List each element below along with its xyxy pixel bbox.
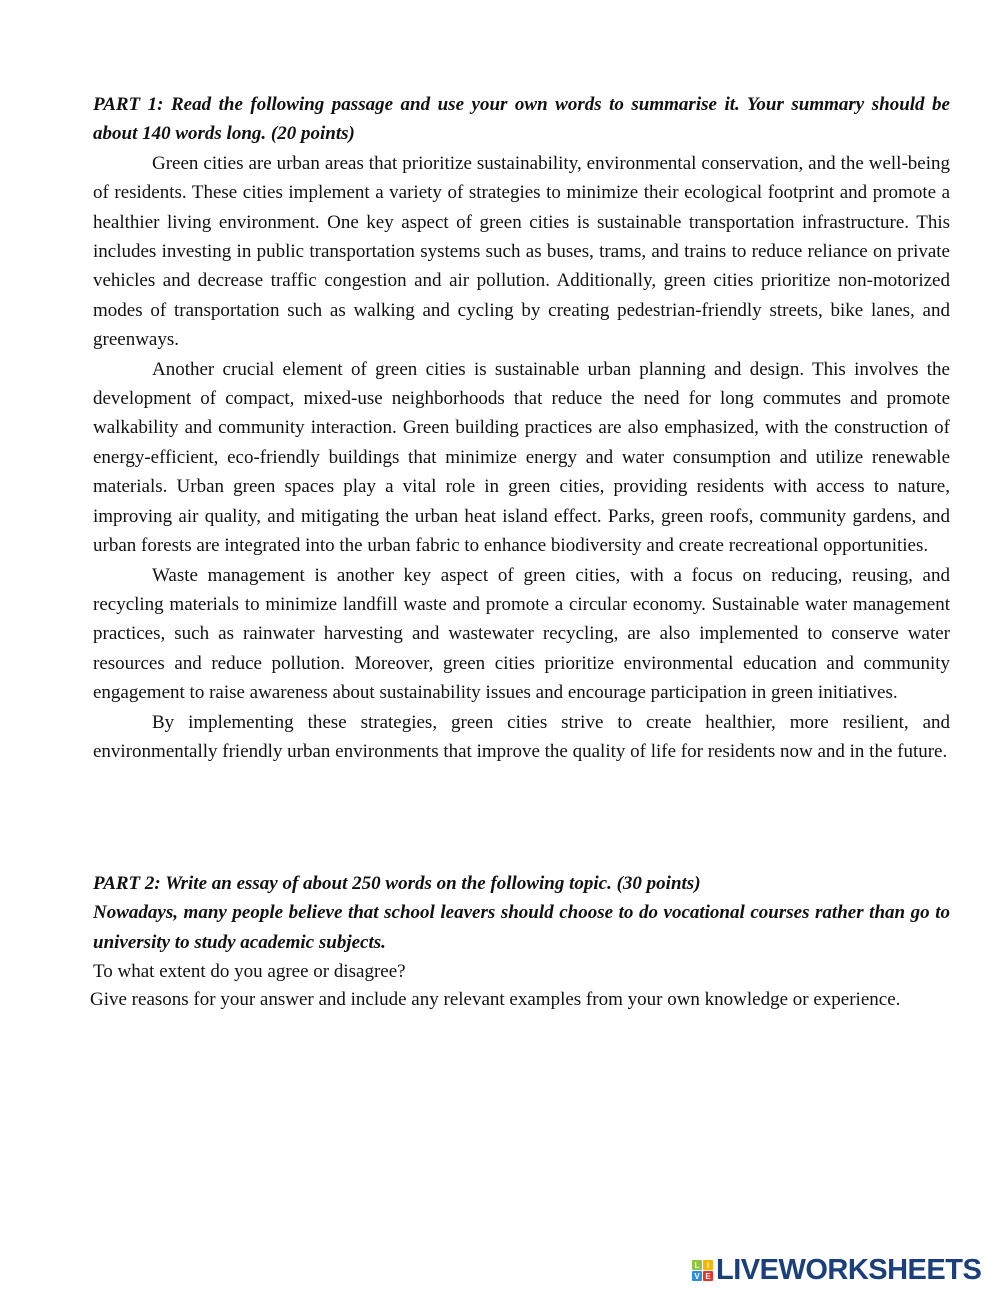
part2-instruction: PART 2: Write an essay of about 250 words on the following topic. (30 points) [93, 873, 701, 894]
essay-question: To what extent do you agree or disagree? [93, 961, 406, 983]
part1-instruction: PART 1: Read the following passage and use your own words to summarise it. Your summary should be about 140 words long. (20 points) [93, 94, 950, 145]
part2-section [93, 869, 950, 987]
logo-tile: E [703, 1271, 713, 1281]
passage-paragraph-1: Green cities are urban areas that prioritize sustainability, environmental conservation, and the well-being of residents. These cities implement a variety of strategies to minimize their ecological footprint and promote a healthier living environment. One key aspect of green cities is sustainable transportation infrastructure. This includes investing in public transportation systems such as buses, trams, and trains to reduce reliance on private vehicles and decrease traffic congestion and air pollution. Additionally, green cities prioritize non-motorized modes of transportation such as walking and cycling by creating pedestrian-friendly streets, bike lanes, and greenways. [93, 152, 950, 351]
logo-tile: V [692, 1271, 702, 1281]
logo-tiles-icon [692, 1260, 713, 1281]
passage-paragraph-4: By implementing these strategies, green cities strive to create healthier, more resilient, and environmentally friendly urban environments that improve the quality of life for residents now and in the future. [93, 711, 950, 762]
logo-tile: L [692, 1260, 702, 1270]
passage-paragraph-3: Waste management is another key aspect of green cities, with a focus on reducing, reusing, and recycling materials to minimize landfill waste and promote a circular economy. Sustainable water management practices, such as rainwater harvesting and wastewater recycling, are also implemented to conserve water resources and reduce pollution. Moreover, green cities prioritize environmental education and community engagement to raise awareness about sustainability issues and encourage participation in green initiatives. [93, 564, 950, 704]
liveworksheets-logo [692, 1254, 981, 1287]
essay-reasons: Give reasons for your answer and include any relevant examples from your own knowledge or experience. [90, 989, 901, 1010]
essay-topic: Nowadays, many people believe that school leavers should choose to do vocational courses rather than go to university to study academic subjects. [93, 902, 950, 953]
part1-section [93, 90, 950, 766]
passage-paragraph-2: Another crucial element of green cities is sustainable urban planning and design. This involves the development of compact, mixed-use neighborhoods that reduce the need for long commutes and promote walkability and community interaction. Green building practices are also emphasized, with the construction of energy-efficient, eco-friendly buildings that minimize energy and water consumption and utilize renewable materials. Urban green spaces play a vital role in green cities, providing residents with access to nature, improving air quality, and mitigating the urban heat island effect. Parks, green roofs, community gardens, and urban forests are integrated into the urban fabric to enhance biodiversity and create recreational opportunities. [93, 358, 950, 557]
logo-text: LIVEWORKSHEETS [716, 1254, 982, 1286]
logo-tile: I [703, 1260, 713, 1270]
